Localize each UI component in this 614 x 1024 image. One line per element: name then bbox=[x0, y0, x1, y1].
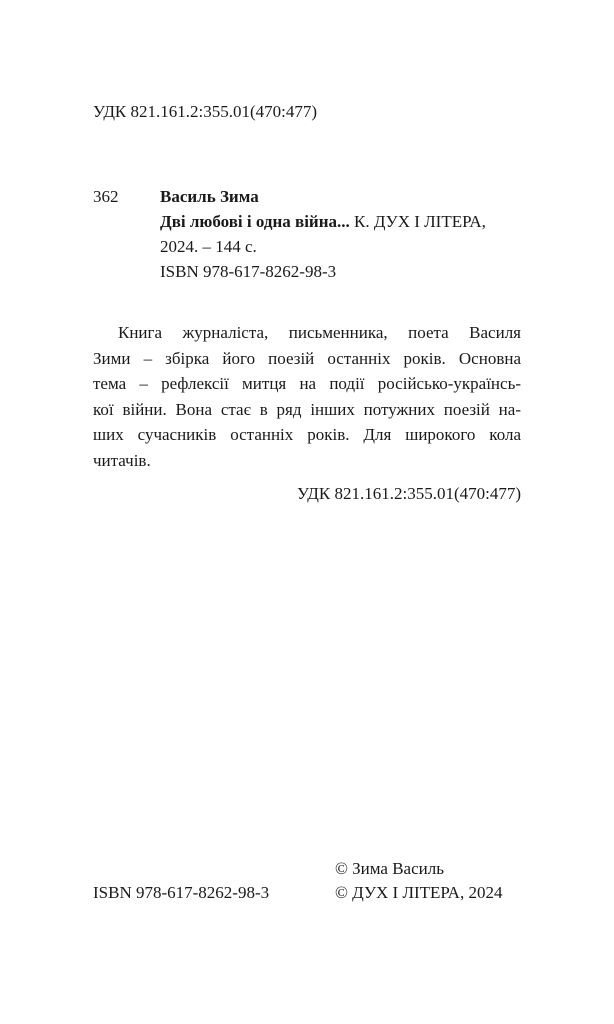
annotation-line: тема – рефлексії митця на події російсько-українсь- bbox=[93, 374, 521, 393]
copyright-author: © Зима Василь bbox=[335, 859, 444, 878]
udk-code-bottom: УДК 821.161.2:355.01(470:477) bbox=[296, 484, 521, 503]
bibliographic-record bbox=[160, 184, 486, 284]
author-mark: 362 bbox=[93, 187, 119, 206]
copyright-publisher: © ДУХ І ЛІТЕРА, 2024 bbox=[335, 883, 503, 902]
annotation-line: читачів. bbox=[93, 450, 151, 470]
copyright-block bbox=[335, 857, 502, 905]
annotation-line: Зими – збірка його поезій останніх років. Основна bbox=[93, 348, 521, 368]
year-pages: 2024. – 144 с. bbox=[160, 237, 257, 256]
isbn-bottom: ISBN 978-617-8262-98-3 bbox=[93, 883, 270, 902]
book-title: Дві любові і одна війна... bbox=[160, 212, 350, 231]
title-publisher-row bbox=[160, 209, 486, 234]
publisher-text: К. ДУХ І ЛІТЕРА, bbox=[354, 212, 486, 231]
author-name: Василь Зима bbox=[160, 187, 259, 206]
isbn-record: ISBN 978-617-8262-98-3 bbox=[160, 262, 337, 281]
udk-code-top: УДК 821.161.2:355.01(470:477) bbox=[93, 102, 318, 121]
annotation-paragraph bbox=[93, 320, 521, 473]
annotation-line: Книга журналіста, письменника, поета Василя bbox=[118, 323, 521, 342]
annotation-line: кої війни. Вона стає в ряд інших потужних поезій на- bbox=[93, 399, 521, 419]
annotation-line: ших сучасників останніх років. Для широкого кола bbox=[93, 425, 521, 444]
